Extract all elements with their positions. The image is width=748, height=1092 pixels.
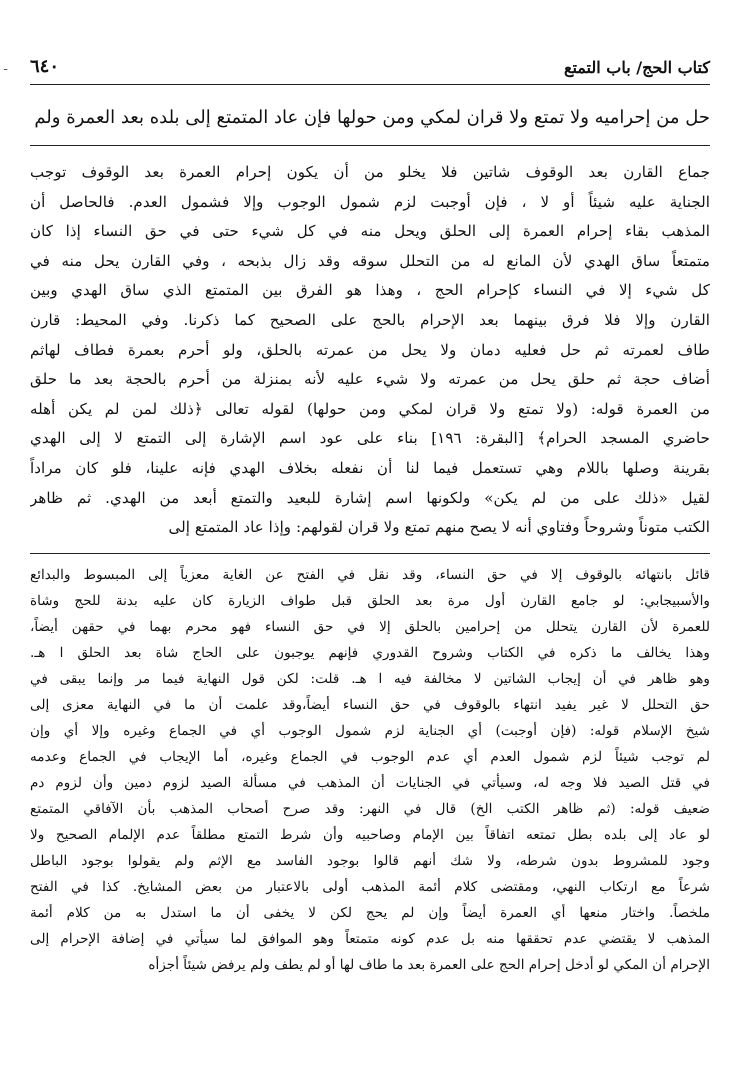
main-text-line: كل شيء إلا في النساء كإحرام الحج ، وهذا هو الفرق بين المتمتع الذي ساق الهدي وبين (30, 281, 710, 300)
footnote-line: الإحرام أن المكي لو أدخل إحرام الحج على العمرة بعد ما طاف لها أو لم يطف ولم يرفض شيئاً أجزأه (148, 956, 710, 973)
page-number: ٦٤٠ (30, 56, 60, 77)
main-text-line: لقيل «ذلك على من لم يكن» ولكونها اسم إشارة للبعيد والتمتع أبعد من الهدي. ثم ظاهر (30, 488, 710, 507)
main-text-line: الكتب متوناً وشروحاً وفتاوي أنه لا يصح منهم تمتع ولا قران لقولهم: وإذا عاد المتمتع إلى (168, 518, 710, 537)
footnote-line: لو عاد إلى بلده بطل تمتعه اتفاقاً بين الإمام وصاحبيه وأن شرط التمتع مطلقاً عدم الإلمام الصحيح ولا (30, 826, 710, 843)
footnote-line: للعمرة لأن القارن يتحلل من إحرامين بالحلق إلا في حق النساء فهو محرم بهما في حقهن أيضاً، (30, 618, 710, 635)
footnote-line: وجود للمشروط بدون شرطه، ولا شك أنهم قالوا بوجود الفاسد مع الإثم ولم يقولوا بوجود الباطل (30, 852, 710, 869)
main-text-line: طاف لعمرته ثم حل فعليه دمان ولا يحل من عمرته بالحلق، ولو أحرم بعمرة فطاف لهاثم (30, 340, 710, 359)
main-text-line: المذهب بقاء إحرام العمرة إلى الحلق ويحل منه في كل شيء حتى في حق النساء إذا كان (30, 222, 710, 241)
main-text-line: من العمرة قوله: (ولا تمتع ولا قران لمكي ومن حولها) لقوله تعالى ﴿ذلك لمن لم يكن أهله (30, 399, 710, 418)
main-text-line: الجناية عليه شيئاً أو لا ، فإن أوجبت لزم شمول الوجوب وإلا فشمول العدم. فالحاصل أن (30, 192, 710, 211)
book-page (30, 50, 710, 1080)
main-text-line: القارن وإلا فلا فرق بينهما بعد الإحرام بالحج على الصحيح كما ذكرنا. وفي المحيط: قارن (30, 310, 710, 329)
header-title: كتاب الحج/ باب التمتع (563, 58, 710, 77)
margin-mark: ـ (4, 60, 8, 73)
footnote-line: وهذا يخالف ما ذكره في الكتاب وشروح القدوري فإنهم يوجبون على الحاج شاة بعد الحلق ا هـ. (30, 644, 710, 661)
footnote-line: حق التحلل لا غير يفيد انتهاء بالوقوف في حق النساء أيضاً،وقد علمت أن ما في النهاية معزى إلى (30, 696, 710, 713)
footnote-line: المذهب لا يقتضي عدم تحققها منه بل عدم كونه متمتعاً وهو الموافق لما سيأتي في إضافة الإحرام إلى (30, 930, 710, 947)
footnote-divider (30, 553, 710, 554)
main-text-line: أضاف حجة ثم حلق يحل من عمرته ولا شيء عليه لأنه بمنزلة من أحرم بالحجة بعد ما حلق (30, 370, 710, 389)
matn-text: حل من إحراميه ولا تمتع ولا قران لمكي ومن حولها فإن عاد المتمتع إلى بلده بعد العمرة ولم (30, 103, 710, 146)
footnote-line: وهو ظاهر في أن إيجاب الشاتين لا مخالفة فيه ا هـ. قلت: لكن قول النهاية فيما مر وإنما يبقى في (30, 670, 710, 687)
footnote-line: في قتل الصيد فلا وجه له، وسيأتي في الجنايات أن المذهب في مسألة الصيد لزوم دمين وأن لزوم دم (30, 774, 710, 791)
main-text-line: جماع القارن بعد الوقوف شاتين فلا يخلو من أن يكون إحرام العمرة بعد الوقوف توجب (30, 163, 710, 181)
main-commentary (30, 158, 710, 543)
running-header (30, 50, 710, 85)
main-text-line: حاضري المسجد الحرام﴾ [البقرة: ١٩٦] بناء على عود اسم الإشارة إلى التمتع لا إلى الهدي (30, 429, 710, 448)
footnote-line: والأسبيجابي: لو جامع القارن أول مرة بعد الحلق قبل طواف الزيارة كان عليه بدنة للحج وشاة (30, 592, 710, 609)
footnote-line: لم توجب شيئاً لزم شمول العدم أي عدم الوجوب في الجماع وغيره، أما الإيجاب في الجماع وعدمه (30, 748, 710, 765)
footnote-line: قائل بانتهائه بالوقوف إلا في حق النساء، وقد نقل في الفتح عن الغاية معزياً إلى المبسوط والبدائع (30, 566, 710, 583)
footnote-line: شرعاً مع ارتكاب النهي، ومقتضى كلام أئمة المذهب أولى بالاعتبار من بعض المشايخ. كذا في الفتح (30, 878, 710, 895)
footnote-line: شيخ الإسلام قوله: (فإن أوجبت) أي الجناية لزم شمول الوجوب أي في الجماع وغيره وإلا أي وإن (30, 722, 710, 739)
footnote-line: ضعيف قوله: (ثم ظاهر الكتب الخ) قال في النهر: وقد صرح أصحاب المذهب بأن الآفاقي المتمتع (30, 800, 710, 817)
footnote-section (30, 562, 710, 978)
main-text-line: بقرينة وصلها باللام وهي تستعمل فيما لنا أن نفعله بخلاف الهدي فإنه علينا، فلو كان مراداً (30, 458, 710, 477)
footnote-line: ملخصاً. واختار منعها أي العمرة أيضاً وإن لم يحج لكن لا يخفى أن ما استدل به من كلام أئمة (30, 904, 710, 921)
main-text-line: متمتعاً ساق الهدي لأن المانع له من التحلل سوقه وقد زال بذبحه ، وفي القارن يحل منه في (30, 251, 710, 270)
